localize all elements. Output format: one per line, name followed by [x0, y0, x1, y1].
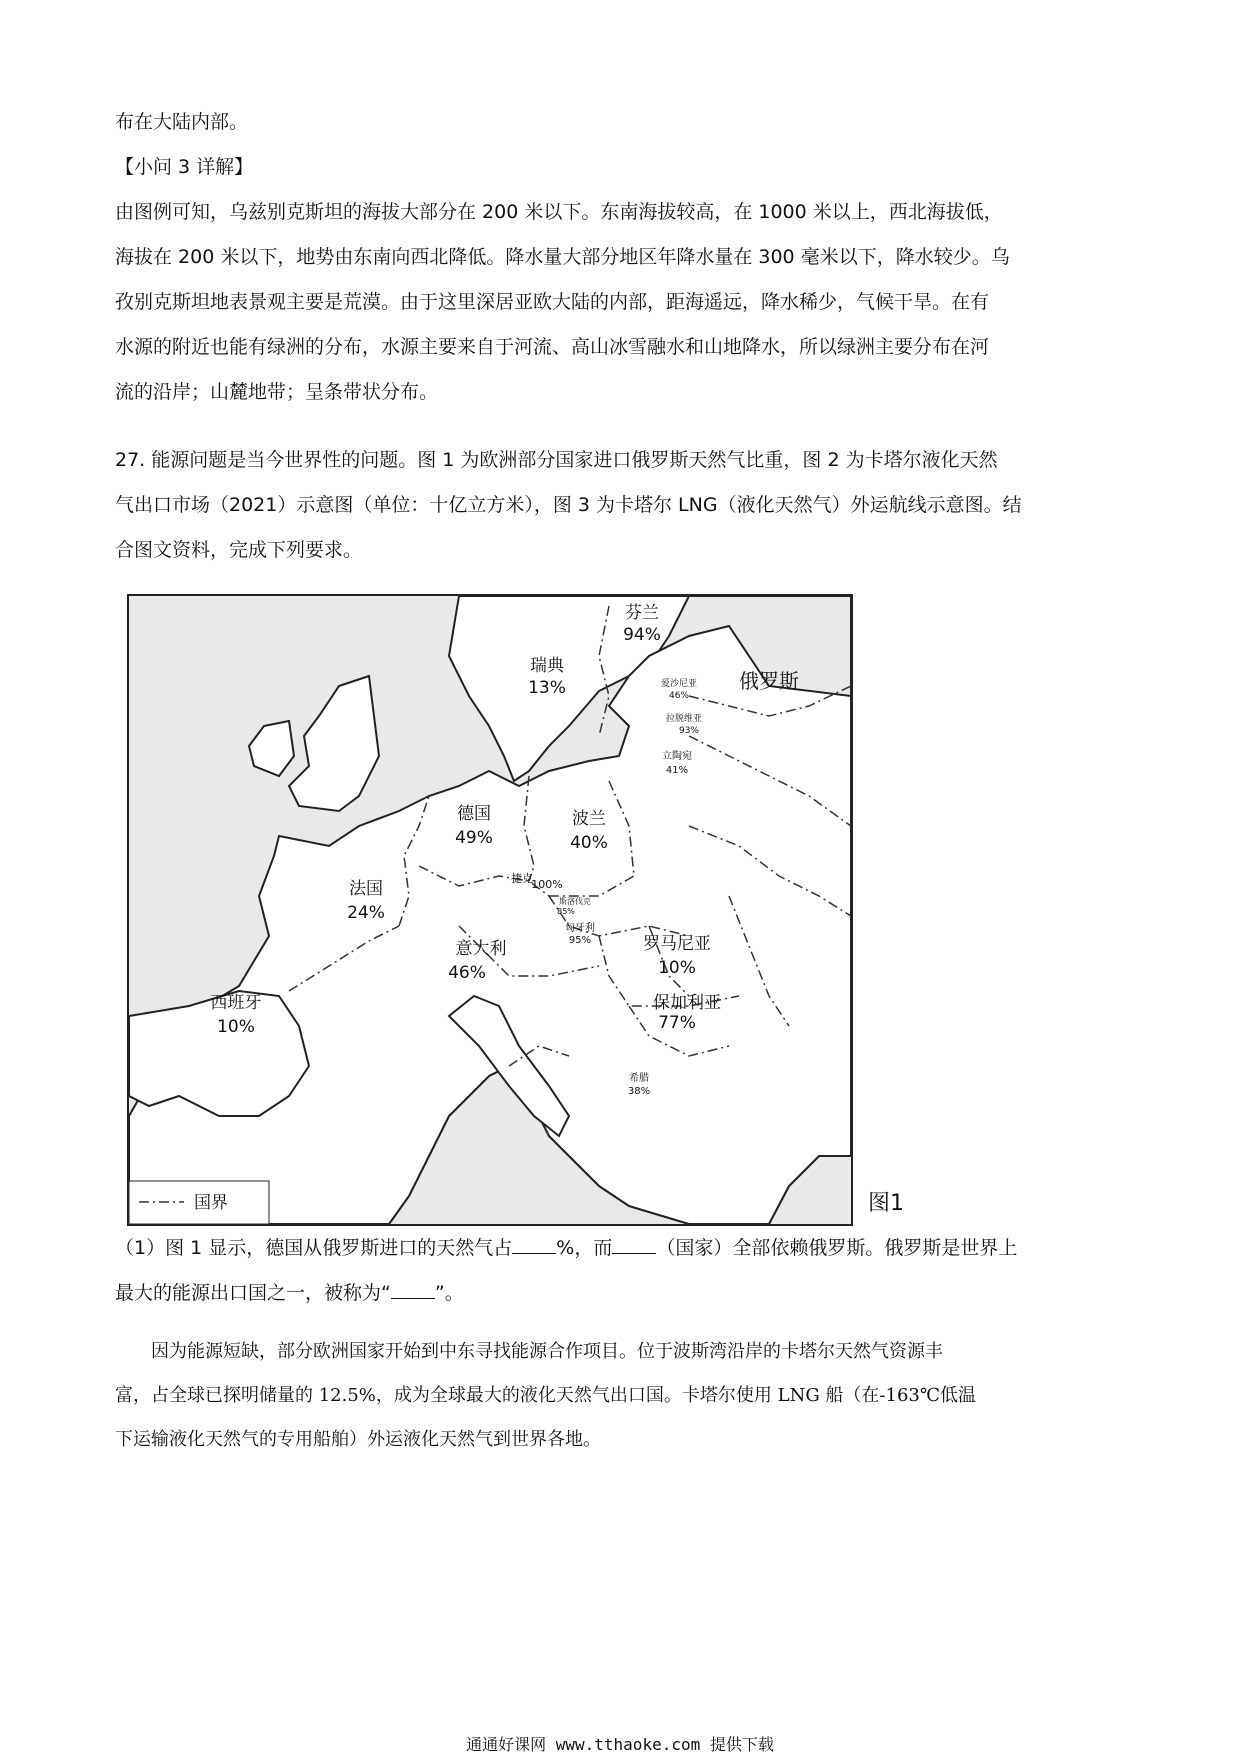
label-czech: 捷克: [511, 872, 533, 885]
label-estonia: 爱沙尼亚: [660, 679, 698, 689]
value-estonia: 46%: [668, 691, 690, 701]
passage: [115, 1330, 1125, 1462]
label-slovakia: 斯洛伐克: [559, 897, 591, 906]
subheading: 【小问 3 详解】: [115, 156, 254, 178]
text-fragment: 最大的能源出口国之一，被称为“: [115, 1282, 391, 1304]
value-italy: 46%: [448, 963, 486, 983]
question-27: [115, 438, 1125, 573]
answer-blank[interactable]: [512, 1235, 556, 1254]
label-spain: 西班牙: [210, 993, 262, 1013]
label-france: 法国: [349, 879, 383, 899]
text-line: 下运输液化天然气的专用船舶）外运液化天然气到世界各地。: [115, 1429, 601, 1450]
text-fragment: （1）图 1 显示，德国从俄罗斯进口的天然气占: [115, 1237, 513, 1259]
value-bulgaria: 77%: [658, 1013, 696, 1033]
value-hungary: 95%: [568, 935, 592, 946]
text-fragment: ”。: [434, 1282, 464, 1304]
map-svg: [129, 596, 851, 1224]
text-line: 27. 能源问题是当今世界性的问题。图 1 为欧洲部分国家进口俄罗斯天然气比重，图 2 为卡塔尔液化天然: [115, 449, 998, 471]
legend-label: 国界: [194, 1193, 228, 1213]
label-poland: 波兰: [572, 809, 606, 829]
text-line: 水源的附近也能有绿洲的分布，水源主要来自于河流、高山冰雪融水和山地降水，所以绿洲主要分布在河: [115, 336, 990, 358]
text-fragment: （国家）全部依赖俄罗斯。俄罗斯是世界上: [656, 1237, 1018, 1259]
value-latvia: 93%: [678, 726, 700, 736]
label-greece: 希腊: [629, 1073, 649, 1084]
value-finland: 94%: [623, 625, 661, 645]
text-line: 孜别克斯坦地表景观主要是荒漠。由于这里深居亚欧大陆的内部，距海遥远，降水稀少，气候干旱。在有: [115, 291, 990, 313]
value-france: 24%: [347, 903, 385, 923]
text-line: 合图文资料，完成下列要求。: [115, 539, 363, 561]
text-line: 流的沿岸；山麓地带；呈条带状分布。: [115, 381, 439, 403]
value-lithuania: 41%: [665, 765, 689, 776]
text-line: 布在大陆内部。: [115, 111, 249, 133]
value-germany: 49%: [455, 828, 493, 848]
text-line: 因为能源短缺，部分欧洲国家开始到中东寻找能源合作项目。位于波斯湾沿岸的卡塔尔天然气资源丰: [151, 1341, 943, 1362]
value-spain: 10%: [217, 1017, 255, 1037]
europe-gas-map: [127, 594, 853, 1226]
label-germany: 德国: [457, 804, 491, 824]
text-line: 由图例可知，乌兹别克斯坦的海拔大部分在 200 米以下。东南海拔较高，在 1000 米以上，西北海拔低，: [115, 201, 1003, 223]
answer-blank[interactable]: [391, 1280, 435, 1299]
text-line: 富，占全球已探明储量的 12.5%，成为全球最大的液化天然气出口国。卡塔尔使用 LNG 船（在-163℃低温: [115, 1385, 976, 1406]
text-line: [115, 1271, 1125, 1316]
text-line: 气出口市场（2021）示意图（单位：十亿立方米），图 3 为卡塔尔 LNG（液化天然气）外运航线示意图。结: [115, 494, 1022, 516]
label-italy: 意大利: [455, 939, 507, 959]
value-greece: 38%: [627, 1086, 651, 1097]
label-latvia: 拉脱维亚: [665, 714, 703, 724]
sub-question-1: [115, 1226, 1125, 1316]
label-finland: 芬兰: [625, 603, 659, 623]
label-lithuania: 立陶宛: [662, 751, 692, 762]
label-bulgaria: 保加利亚: [653, 993, 721, 1013]
label-hungary: 匈牙利: [565, 923, 595, 934]
text-fragment: %，而: [556, 1237, 613, 1259]
label-sweden: 瑞典: [530, 656, 564, 676]
label-russia: 俄罗斯: [739, 669, 799, 693]
footer: 通通好课网 www.tthaoke.com 提供下载: [466, 1735, 774, 1754]
answer-blank[interactable]: [612, 1235, 656, 1254]
label-romania: 罗马尼亚: [643, 934, 711, 954]
text-line: [115, 1226, 1125, 1271]
text-line: 海拔在 200 米以下，地势由东南向西北降低。降水量大部分地区年降水量在 300 毫米以下，降水较少。乌: [115, 246, 1010, 268]
value-romania: 10%: [658, 958, 696, 978]
value-poland: 40%: [570, 833, 608, 853]
value-sweden: 13%: [528, 678, 566, 698]
answer-explanation: [115, 100, 1125, 415]
value-slovakia: 85%: [557, 907, 575, 916]
value-czech: 100%: [531, 878, 563, 891]
figure-1-label: 图1: [868, 1191, 904, 1216]
